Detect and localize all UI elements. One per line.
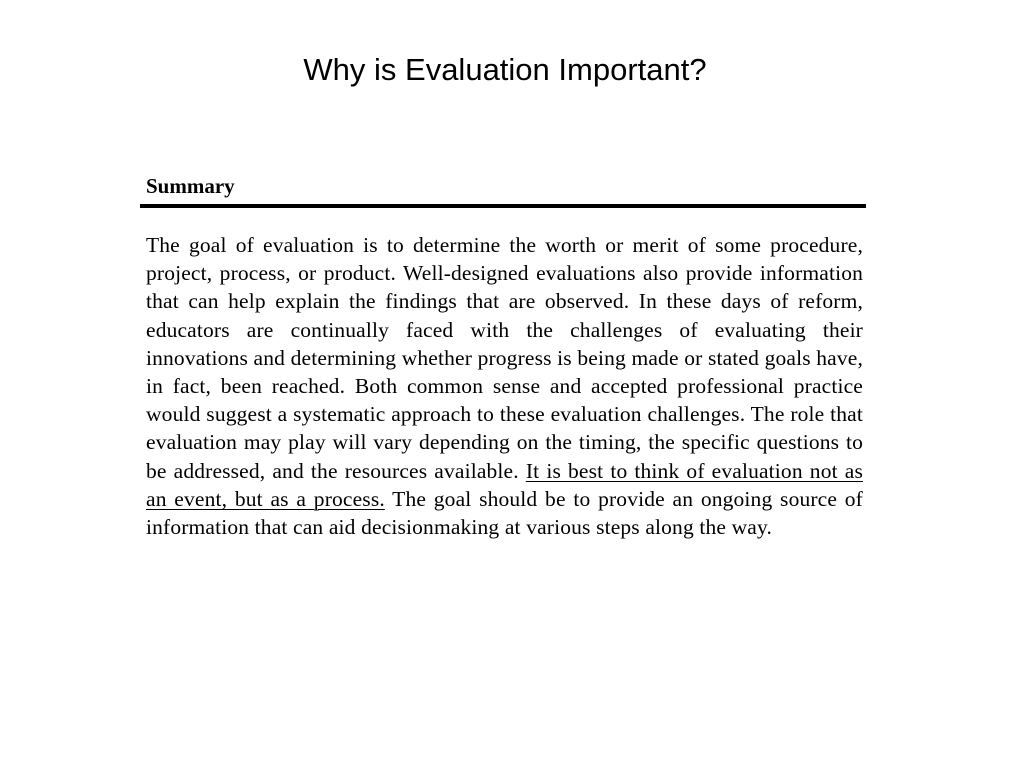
summary-excerpt xyxy=(140,172,866,541)
slide-title: Why is Evaluation Important? xyxy=(303,52,707,87)
summary-heading: Summary xyxy=(146,174,235,198)
paragraph-text-underlined: It is best to think of evaluation not as an event, but as a process. xyxy=(146,458,863,511)
paragraph-text-before: The goal of evaluation is to determine the worth or merit of some procedure, project, process, or product. Well-designed evaluations also provide information that can help explain the findings that are observed. In these days of reform, educators are continually faced with the challenges of evaluating their innovations and determining whether progress is being made or stated goals have, in fact, been reached. Both common sense and accepted professional practice would suggest a systematic approach to these evaluation challenges. The role that evaluation may play will vary depending on the timing, the specific questions to be addressed, and the resources available. xyxy=(146,233,863,483)
summary-paragraph xyxy=(140,231,863,541)
paragraph-text-after: The goal should be to provide an ongoing source of information that can aid decisionmaking at various steps along the way. xyxy=(146,486,863,540)
heading-rule xyxy=(140,204,866,208)
